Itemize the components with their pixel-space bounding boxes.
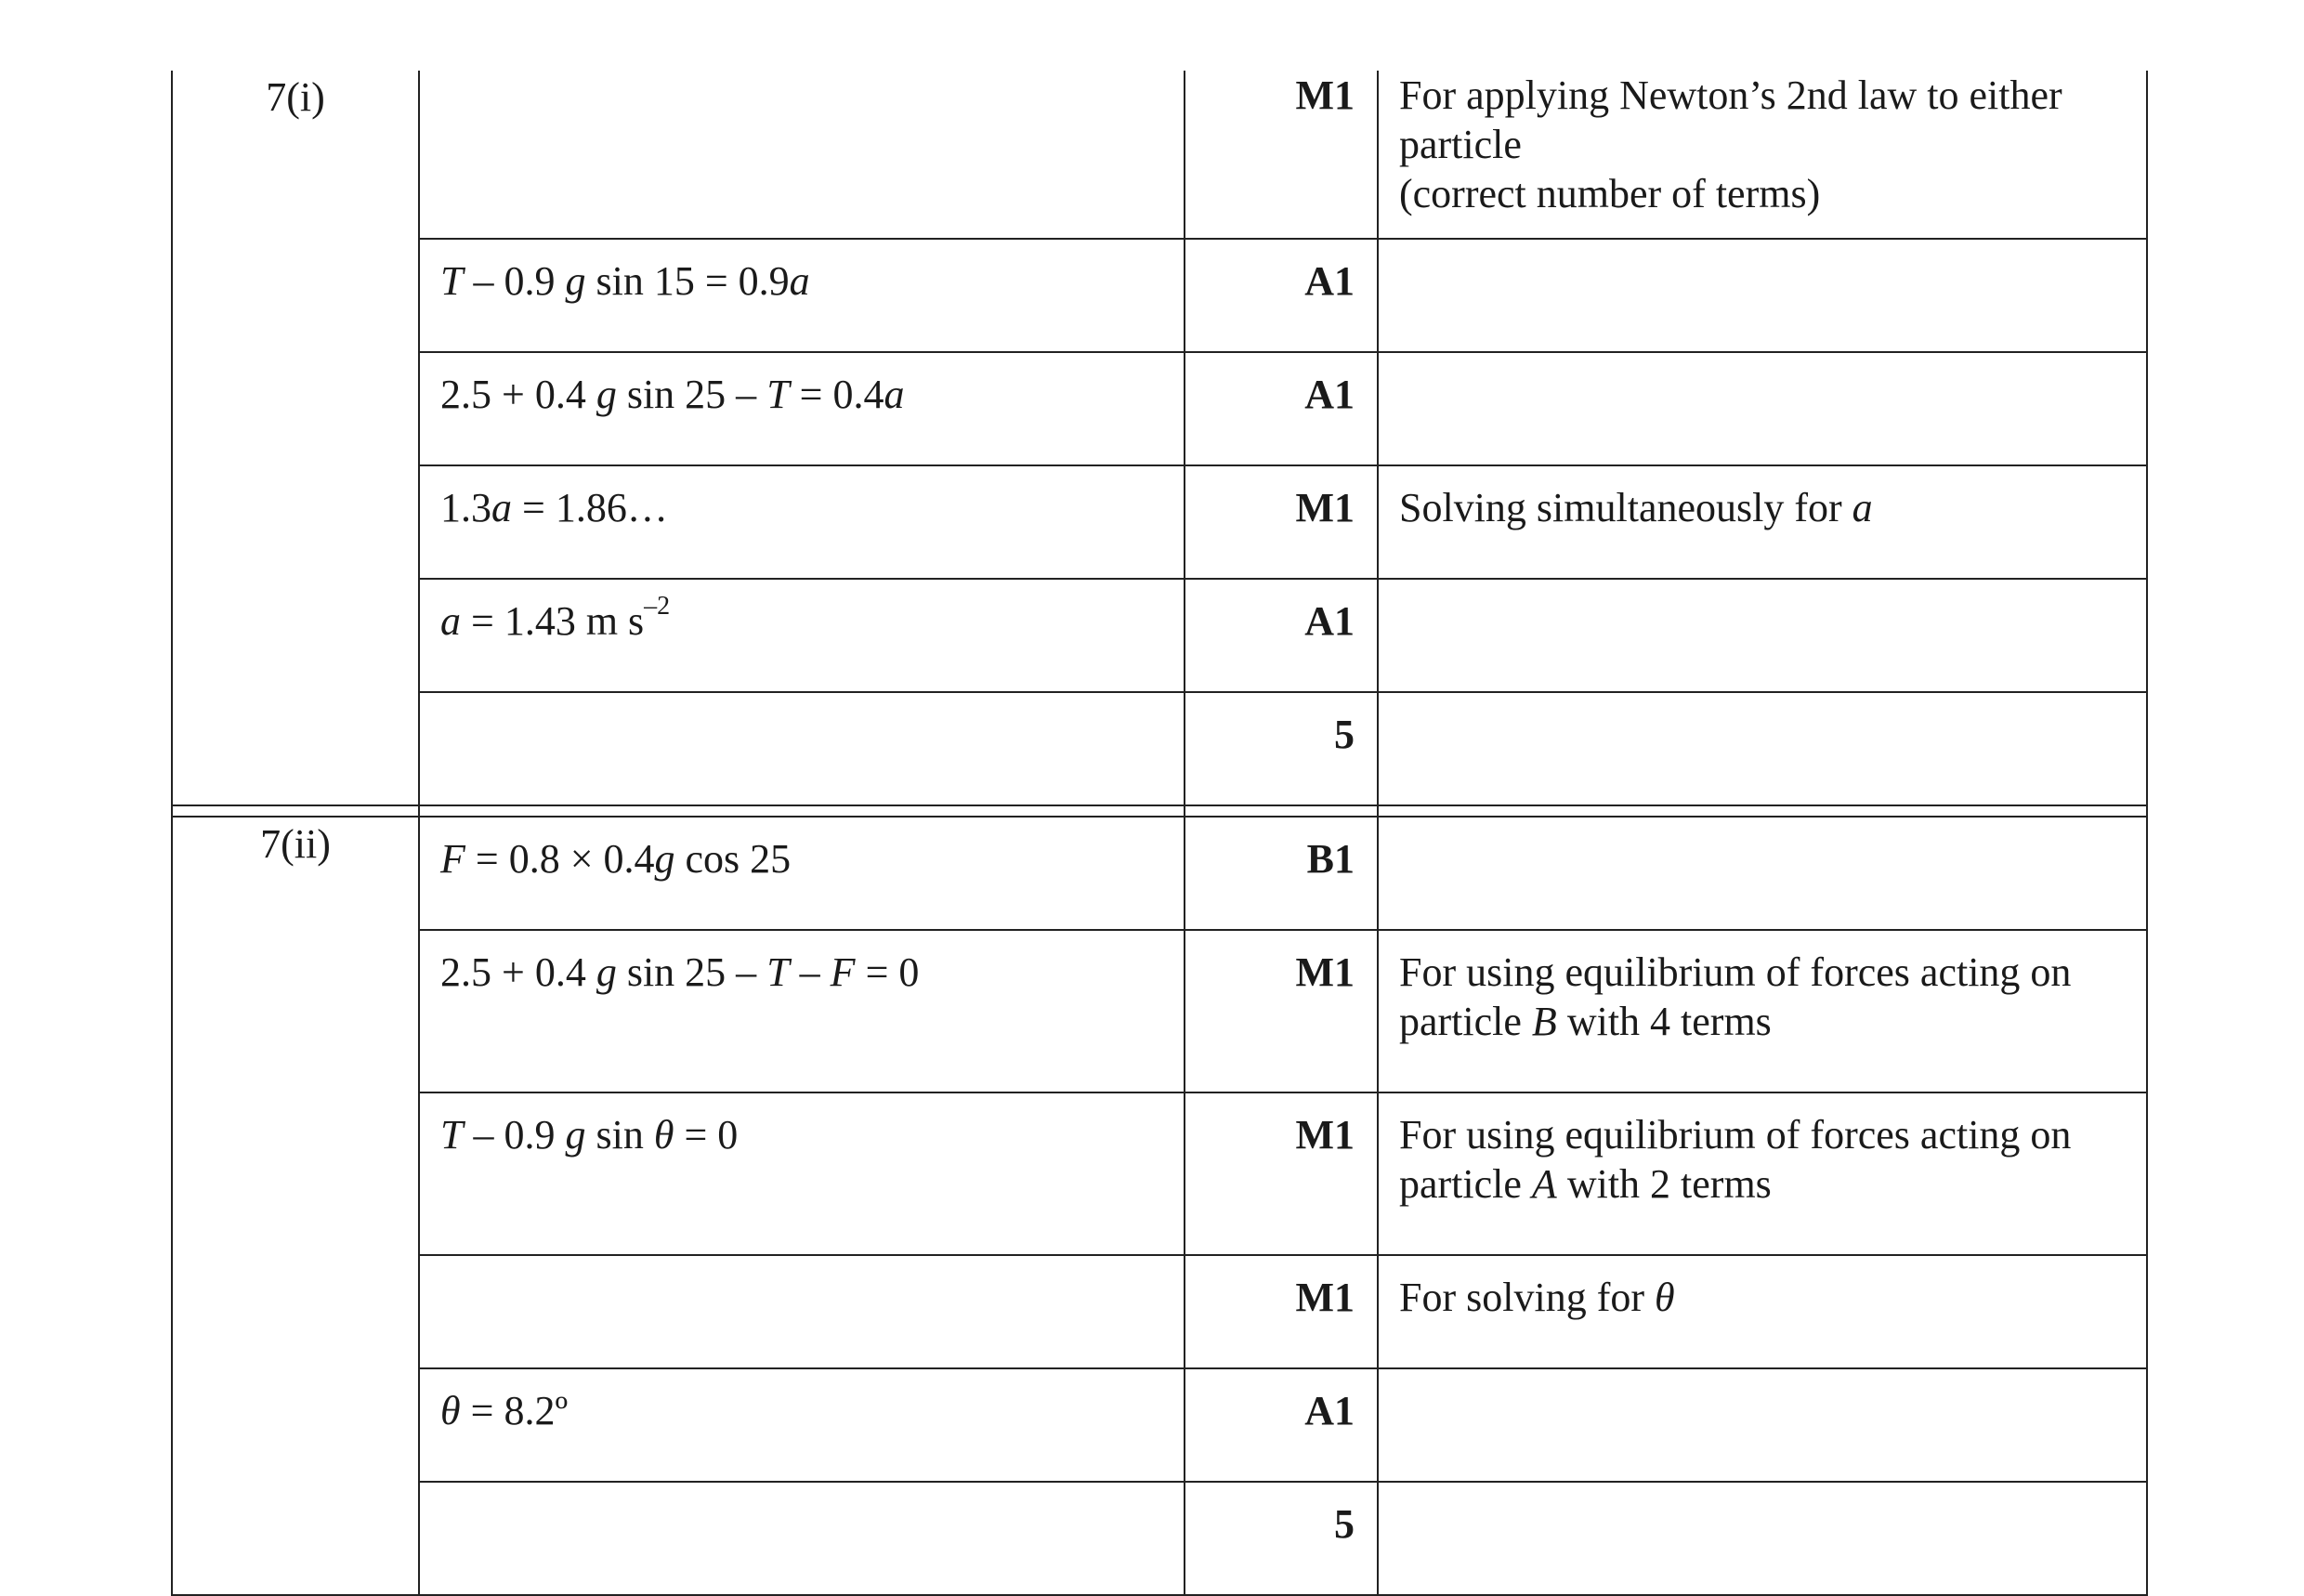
math-text: 2.5 + 0.4 bbox=[440, 949, 596, 995]
guidance-cell bbox=[1378, 1368, 2147, 1482]
math-text: = 0 bbox=[855, 949, 920, 995]
math-text: sin 15 = 0.9 bbox=[585, 258, 790, 304]
guidance-cell bbox=[1378, 71, 2147, 239]
math-text: 2.5 + 0.4 bbox=[440, 372, 596, 417]
math-var: T bbox=[440, 1112, 464, 1158]
answer-cell bbox=[419, 352, 1185, 465]
guidance-text: particle bbox=[1399, 1161, 1532, 1207]
guidance-cell bbox=[1378, 352, 2147, 465]
math-var: g bbox=[654, 836, 675, 882]
guidance-line: For applying Newton’s 2nd law to either bbox=[1399, 72, 2062, 118]
guidance-line: For using equilibrium of forces acting on bbox=[1399, 1112, 2072, 1158]
guidance-line bbox=[1399, 997, 2126, 1046]
math-var: a bbox=[491, 485, 512, 530]
guidance-line: For using equilibrium of forces acting on bbox=[1399, 949, 2072, 995]
table-row bbox=[172, 465, 2147, 579]
guidance-line: particle bbox=[1399, 122, 1522, 167]
table-row bbox=[172, 579, 2147, 692]
mark-cell: M1 bbox=[1185, 465, 1378, 579]
mark-total: 5 bbox=[1185, 692, 1378, 805]
mark-cell: M1 bbox=[1185, 1092, 1378, 1255]
mark-cell: A1 bbox=[1185, 239, 1378, 352]
answer-cell bbox=[419, 239, 1185, 352]
table-row bbox=[172, 1092, 2147, 1255]
math-text: cos 25 bbox=[674, 836, 792, 882]
math-text: = 1.86… bbox=[512, 485, 668, 530]
table-row bbox=[172, 71, 2147, 239]
math-var: T bbox=[766, 949, 790, 995]
math-var: g bbox=[596, 949, 617, 995]
math-var: θ bbox=[1655, 1275, 1675, 1320]
math-text: = 0 bbox=[674, 1112, 739, 1158]
guidance-cell bbox=[1378, 930, 2147, 1092]
question-label: 7(ii) bbox=[172, 817, 419, 1595]
math-text: 1.3 bbox=[440, 485, 491, 530]
math-text: = 1.43 m s bbox=[461, 598, 645, 644]
math-var: g bbox=[565, 258, 586, 304]
answer-cell bbox=[419, 930, 1185, 1092]
mark-total: 5 bbox=[1185, 1482, 1378, 1595]
guidance-line bbox=[1399, 1159, 2126, 1209]
mark-cell: M1 bbox=[1185, 1255, 1378, 1368]
answer-cell bbox=[419, 579, 1185, 692]
math-text: = 8.2º bbox=[460, 1388, 569, 1433]
math-text: – 0.9 bbox=[463, 258, 566, 304]
guidance-cell bbox=[1378, 817, 2147, 930]
math-text: = 0.4 bbox=[789, 372, 884, 417]
math-text: – 0.9 bbox=[463, 1112, 566, 1158]
mark-cell: A1 bbox=[1185, 579, 1378, 692]
math-text: sin 25 – bbox=[616, 372, 767, 417]
answer-cell bbox=[419, 465, 1185, 579]
math-text: – bbox=[789, 949, 831, 995]
math-text: = 0.8 × 0.4 bbox=[465, 836, 655, 882]
math-text: sin 25 – bbox=[616, 949, 767, 995]
math-var: F bbox=[830, 949, 856, 995]
guidance-cell bbox=[1378, 1255, 2147, 1368]
guidance-cell bbox=[1378, 1092, 2147, 1255]
answer-cell bbox=[419, 1482, 1185, 1595]
guidance-text: with 4 terms bbox=[1556, 999, 1772, 1044]
math-var: a bbox=[440, 598, 461, 644]
guidance-cell bbox=[1378, 465, 2147, 579]
mark-cell: M1 bbox=[1185, 71, 1378, 239]
answer-cell bbox=[419, 1255, 1185, 1368]
math-text: sin bbox=[585, 1112, 654, 1158]
guidance-cell bbox=[1378, 692, 2147, 805]
math-var: F bbox=[440, 836, 465, 882]
mark-scheme-sheet bbox=[171, 71, 2146, 1596]
math-var: T bbox=[440, 258, 464, 304]
math-var: T bbox=[766, 372, 790, 417]
answer-cell bbox=[419, 817, 1185, 930]
guidance-line: (correct number of terms) bbox=[1399, 171, 1821, 216]
guidance-text: particle bbox=[1399, 999, 1532, 1044]
question-label: 7(i) bbox=[172, 71, 419, 805]
mark-cell: A1 bbox=[1185, 1368, 1378, 1482]
answer-cell bbox=[419, 71, 1185, 239]
guidance-text: with 2 terms bbox=[1556, 1161, 1772, 1207]
table-row bbox=[172, 239, 2147, 352]
answer-cell bbox=[419, 1368, 1185, 1482]
guidance-cell bbox=[1378, 1482, 2147, 1595]
math-var: θ bbox=[653, 1112, 674, 1158]
math-var: A bbox=[1531, 1161, 1557, 1207]
math-var: a bbox=[789, 258, 810, 304]
math-var: θ bbox=[440, 1388, 461, 1433]
math-var: B bbox=[1531, 999, 1557, 1044]
mark-scheme-table bbox=[171, 71, 2148, 1596]
table-row bbox=[172, 930, 2147, 1092]
mark-cell: M1 bbox=[1185, 930, 1378, 1092]
table-row bbox=[172, 692, 2147, 805]
guidance-text: For solving for bbox=[1399, 1275, 1655, 1320]
math-var: a bbox=[884, 372, 905, 417]
exponent: –2 bbox=[644, 592, 671, 621]
guidance-text: Solving simultaneously for bbox=[1399, 485, 1852, 530]
math-var: g bbox=[596, 372, 617, 417]
math-var: g bbox=[565, 1112, 586, 1158]
table-row bbox=[172, 1255, 2147, 1368]
section-divider bbox=[172, 805, 2147, 817]
math-var: a bbox=[1852, 485, 1873, 530]
answer-cell bbox=[419, 692, 1185, 805]
guidance-cell bbox=[1378, 579, 2147, 692]
mark-cell: A1 bbox=[1185, 352, 1378, 465]
answer-cell bbox=[419, 1092, 1185, 1255]
table-row bbox=[172, 1482, 2147, 1595]
mark-cell: B1 bbox=[1185, 817, 1378, 930]
table-row bbox=[172, 817, 2147, 930]
table-row bbox=[172, 352, 2147, 465]
table-row bbox=[172, 1368, 2147, 1482]
guidance-cell bbox=[1378, 239, 2147, 352]
